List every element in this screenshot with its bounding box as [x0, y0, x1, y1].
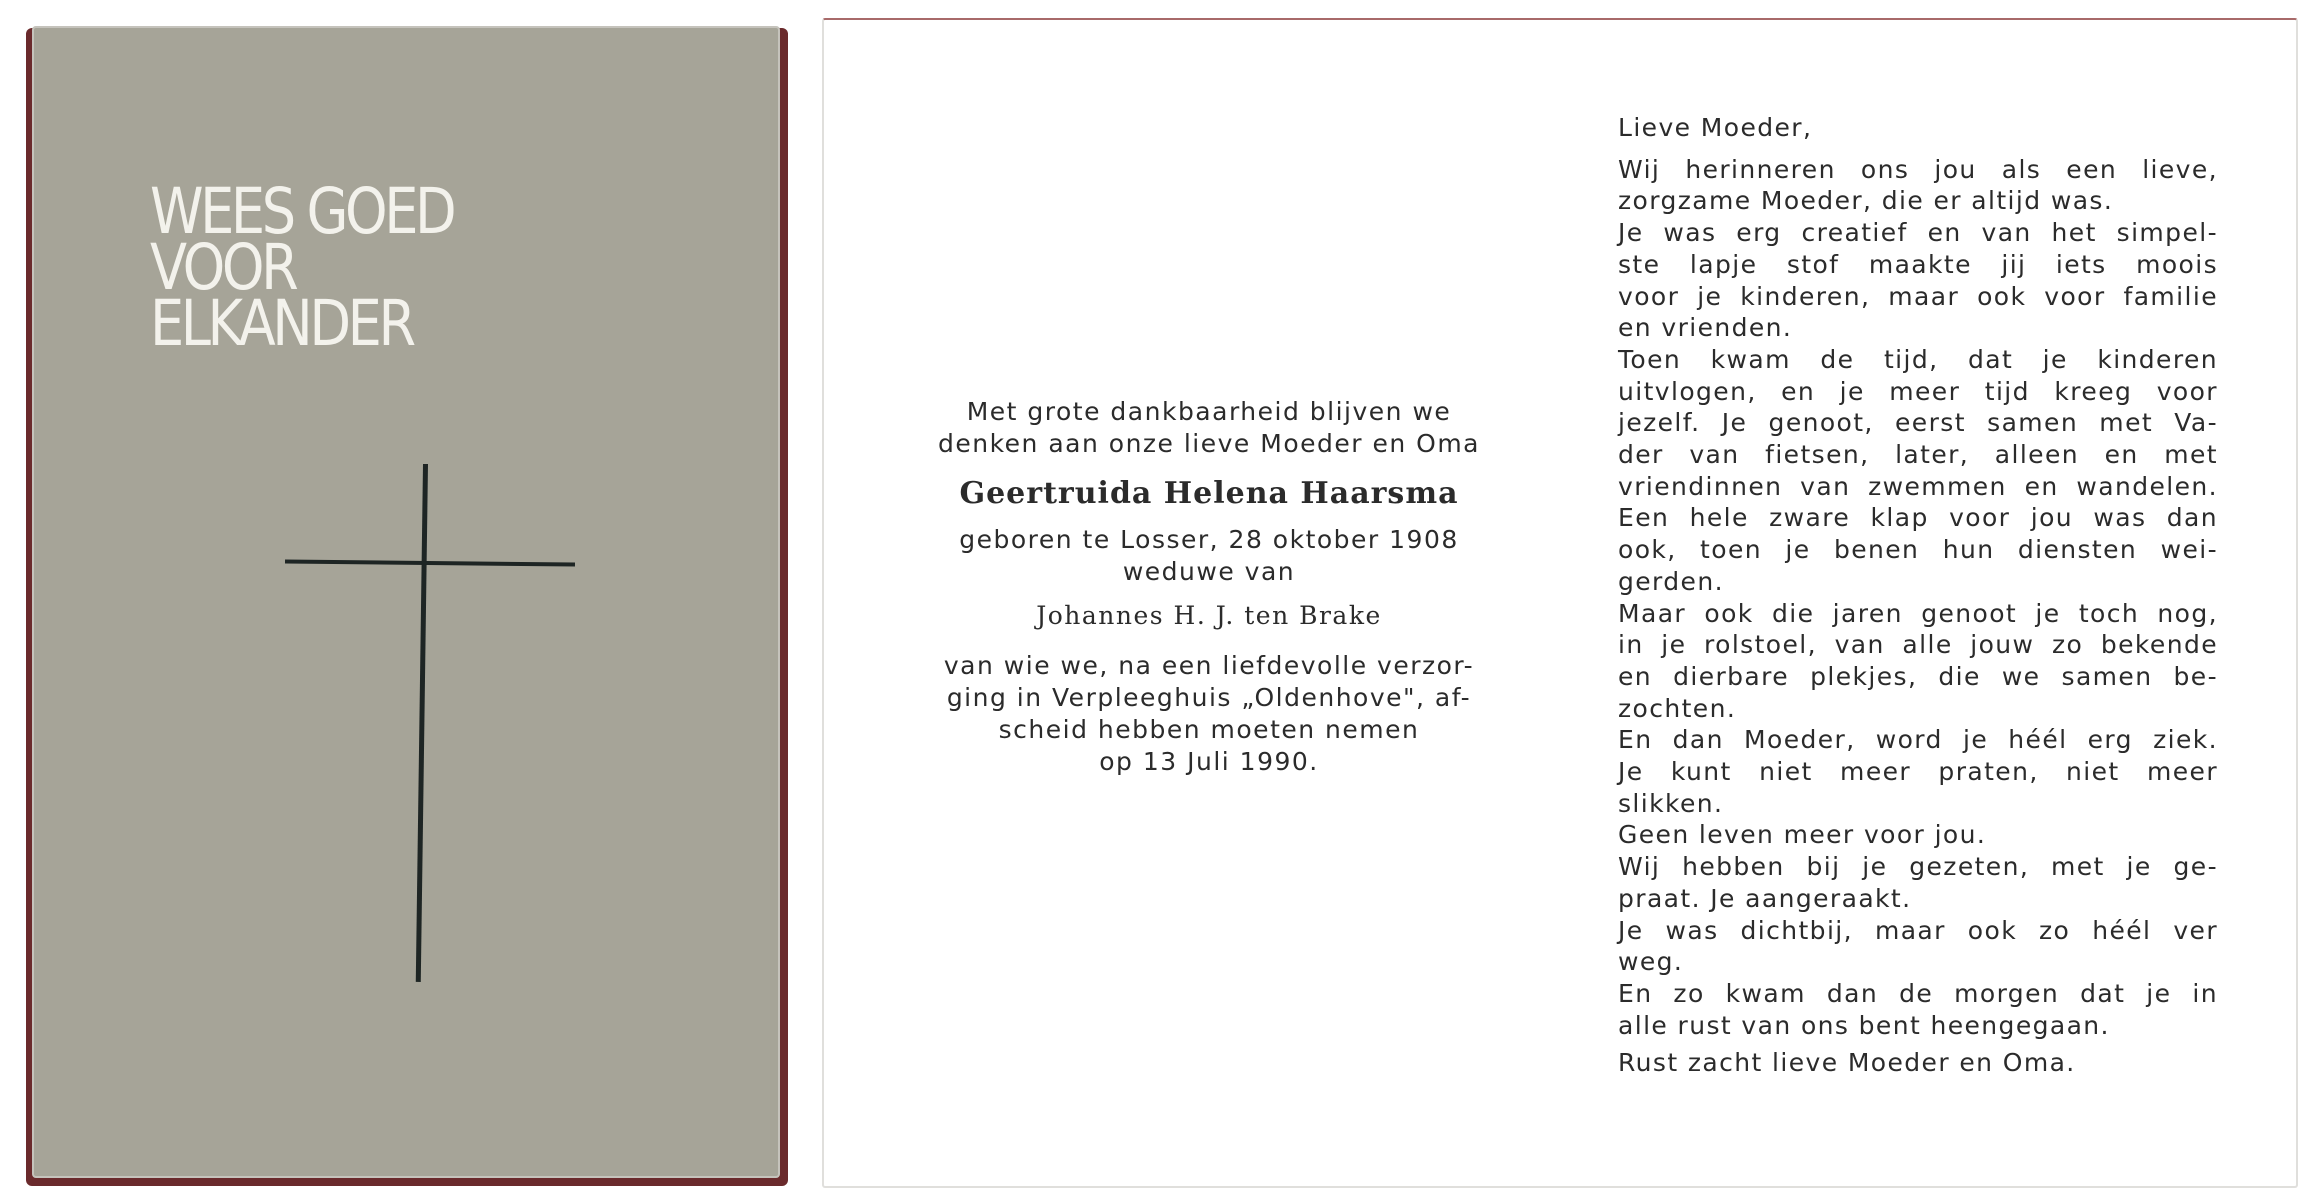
intro-line: denken aan onze lieve Moeder en Oma [937, 429, 1480, 458]
widow-of-label: weduwe van [1122, 557, 1296, 586]
cover-title-line: VOOR [150, 231, 296, 304]
poem-lines [1618, 154, 2218, 1042]
closing-line: scheid hebben moeten nemen [998, 715, 1420, 744]
poem-line: Maar ook die jaren genoot je toch nog, [1618, 598, 2218, 628]
closing-line: op 13 Juli 1990. [1099, 747, 1319, 776]
birth-info: geboren te Losser, 28 oktober 1908 [959, 525, 1459, 554]
cover-title [150, 175, 454, 360]
cross-vertical-bar [416, 464, 428, 982]
closing-line: ging in Verpleeghuis „Oldenhove", af- [946, 683, 1472, 712]
poem-line: Je was erg creatief en van het simpel- [1618, 218, 2218, 248]
deceased-name: Geertruida Helena Haarsma [959, 476, 1459, 511]
inner-page [822, 18, 2298, 1188]
poem-line: Toen kwam de tijd, dat je kinderen [1618, 344, 2218, 374]
poem-line: en vrienden. [1618, 313, 1793, 343]
memorial-announcement [824, 396, 1594, 778]
poem-line: Wij hebben bij je gezeten, met je ge- [1618, 852, 2218, 882]
poem-salutation: Lieve Moeder, [1618, 113, 1813, 142]
cover-card [32, 26, 780, 1178]
poem-line: Je was dichtbij, maar ook zo héél ver [1618, 915, 2218, 945]
poem-line: Een hele zware klap voor jou was dan [1618, 503, 2218, 533]
closing-line: van wie we, na een liefdevolle verzor- [943, 651, 1475, 680]
poem-line: voor je kinderen, maar ook voor familie [1618, 281, 2218, 311]
poem-line: ook, toen je benen hun diensten wei- [1618, 535, 2218, 565]
poem-line: En zo kwam dan de morgen dat je in [1618, 978, 2218, 1008]
poem-line: praat. Je aangeraakt. [1618, 883, 1912, 913]
poem-line: alle rust van ons bent heengegaan. [1618, 1010, 2110, 1040]
poem-line: der van fietsen, later, alleen en met [1618, 440, 2218, 470]
cover-title-line: WEES GOED [150, 175, 454, 248]
cover-title-line: ELKANDER [150, 287, 413, 360]
poem-line: Wij herinneren ons jou als een lieve, [1618, 154, 2218, 184]
poem-line: En dan Moeder, word je héél erg ziek. [1618, 725, 2218, 755]
poem-line: jezelf. Je genoot, eerst samen met Va- [1618, 408, 2218, 438]
poem-line: Geen leven meer voor jou. [1618, 820, 1987, 850]
poem-line: en dierbare plekjes, die we samen be- [1618, 661, 2218, 691]
memorial-poem [1618, 112, 2218, 1079]
poem-line: Je kunt niet meer praten, niet meer [1618, 757, 2218, 787]
poem-line: slikken. [1618, 788, 1724, 818]
poem-line: gerden. [1618, 566, 1724, 596]
cross-horizontal-bar [285, 559, 575, 566]
poem-line: vriendinnen van zwemmen en wandelen. [1618, 471, 2218, 501]
poem-line: uitvlogen, en je meer tijd kreeg voor [1618, 376, 2218, 406]
intro-line: Met grote dankbaarheid blijven we [966, 397, 1452, 426]
poem-line: ste lapje stof maakte jij iets moois [1618, 249, 2218, 279]
spouse-name: Johannes H. J. ten Brake [1036, 601, 1382, 630]
poem-line: weg. [1618, 947, 1684, 977]
poem-line: in je rolstoel, van alle jouw zo bekende [1618, 630, 2218, 660]
poem-line: zorgzame Moeder, die er altijd was. [1618, 186, 2114, 216]
poem-line: zochten. [1618, 693, 1737, 723]
poem-closing: Rust zacht lieve Moeder en Oma. [1618, 1048, 2076, 1078]
